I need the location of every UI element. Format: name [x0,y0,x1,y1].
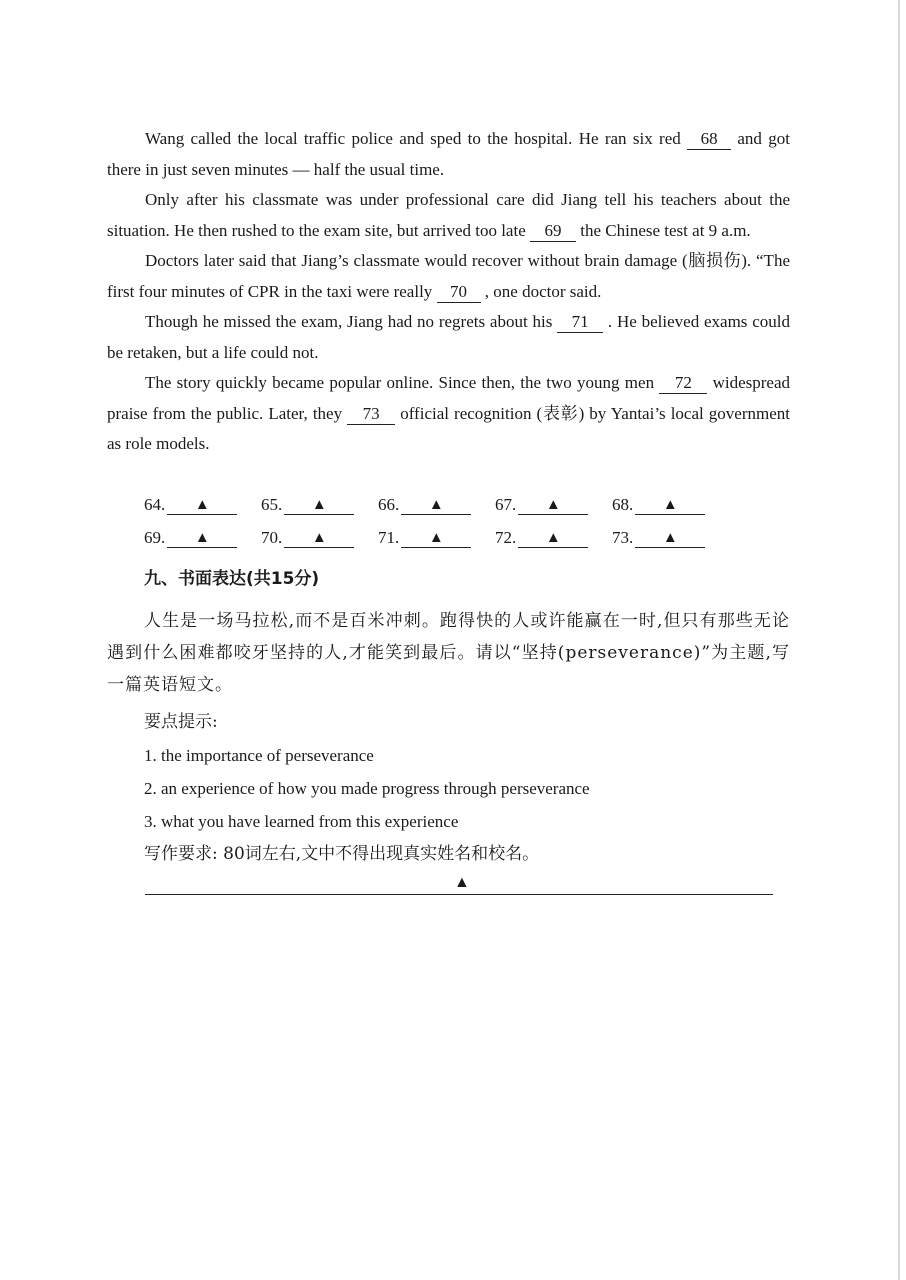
page-edge-line [898,0,900,1280]
answer-slot-64[interactable] [144,495,261,515]
passage-text: , one doctor said. [480,281,602,301]
answer-number: 68. [612,495,634,514]
answer-triangle-icon: ▲ [167,496,237,515]
answer-triangle-icon: ▲ [635,529,705,548]
answer-row-1 [144,482,729,515]
point-item-3: 3. what you have learned from this experience [144,812,459,831]
answer-triangle-icon: ▲ [401,529,471,548]
answer-slot-72[interactable] [495,528,612,548]
blank-73: 73 [347,404,395,425]
answer-slot-67[interactable] [495,495,612,515]
passage-text: widespread praise from the public. Later, they [107,373,790,423]
answer-triangle-icon: ▲ [401,496,471,515]
answer-slot-73[interactable] [612,528,729,548]
blank-68: 68 [687,129,731,150]
passage-paragraph-5 [107,368,790,460]
answer-row-2 [144,515,729,548]
answer-triangle-icon: ▲ [518,496,588,515]
point-item-1: 1. the importance of perseverance [144,746,374,765]
passage-text: . He believed exams could be retaken, but a life could not. [107,312,790,362]
answer-number: 65. [261,495,283,514]
passage-text: Wang called the local traffic police and sped to the hospital. He ran six red [145,129,688,148]
answer-slot-71[interactable] [378,528,495,548]
answer-triangle-icon: ▲ [167,529,237,548]
writing-answer-line[interactable] [145,894,773,895]
writing-requirement: 写作要求: 80词左右,文中不得出现真实姓名和校名。 [144,844,540,864]
blank-69: 69 [530,221,576,242]
answer-grid [144,482,729,548]
reading-passage [107,124,790,460]
answer-number: 73. [612,528,634,547]
writing-triangle-icon: ▲ [454,874,470,891]
passage-text: Though he missed the exam, Jiang had no regrets about his [145,312,558,331]
passage-paragraph-2 [107,185,790,246]
answer-number: 72. [495,528,517,547]
passage-text: Doctors later said that Jiang’s classmate would recover without brain damage (脑损伤). “The first four minutes of CPR in the taxi were really [107,251,790,301]
passage-paragraph-4 [107,307,790,368]
answer-number: 71. [378,528,400,547]
answer-number: 70. [261,528,283,547]
answer-triangle-icon: ▲ [284,529,354,548]
passage-text: and got there in just seven minutes — half the usual time. [107,129,790,179]
answer-number: 66. [378,495,400,514]
points-heading: 要点提示: [144,712,218,732]
answer-slot-66[interactable] [378,495,495,515]
blank-72: 72 [659,373,707,394]
passage-text: Only after his classmate was under professional care did Jiang tell his teachers about the situation. He then rushed to the exam site, but arrived too late [107,190,790,240]
passage-text: the Chinese test at 9 a.m. [576,220,751,240]
writing-prompt [107,605,790,701]
answer-number: 67. [495,495,517,514]
answer-slot-65[interactable] [261,495,378,515]
answer-slot-69[interactable] [144,528,261,548]
writing-points [144,706,590,871]
blank-71: 71 [557,312,603,333]
point-item-2: 2. an experience of how you made progress through perseverance [144,779,590,798]
passage-paragraph-1 [107,124,790,185]
answer-triangle-icon: ▲ [635,496,705,515]
passage-text: The story quickly became popular online. Since then, the two young men [145,373,660,392]
answer-slot-68[interactable] [612,495,729,515]
passage-text: official recognition (表彰) by Yantai’s local government as role models. [107,403,790,453]
prompt-text: 人生是一场马拉松,而不是百米冲刺。跑得快的人或许能赢在一时,但只有那些无论遇到什么困难都咬牙坚持的人,才能笑到最后。请以“坚持(perseverance)”为主题,写一篇英语短文。 [107,611,790,695]
section-title: 九、书面表达(共15分) [144,569,320,589]
answer-triangle-icon: ▲ [518,529,588,548]
answer-triangle-icon: ▲ [284,496,354,515]
blank-70: 70 [437,282,481,303]
answer-number: 69. [144,528,166,547]
answer-slot-70[interactable] [261,528,378,548]
passage-paragraph-3 [107,246,790,307]
answer-number: 64. [144,495,166,514]
